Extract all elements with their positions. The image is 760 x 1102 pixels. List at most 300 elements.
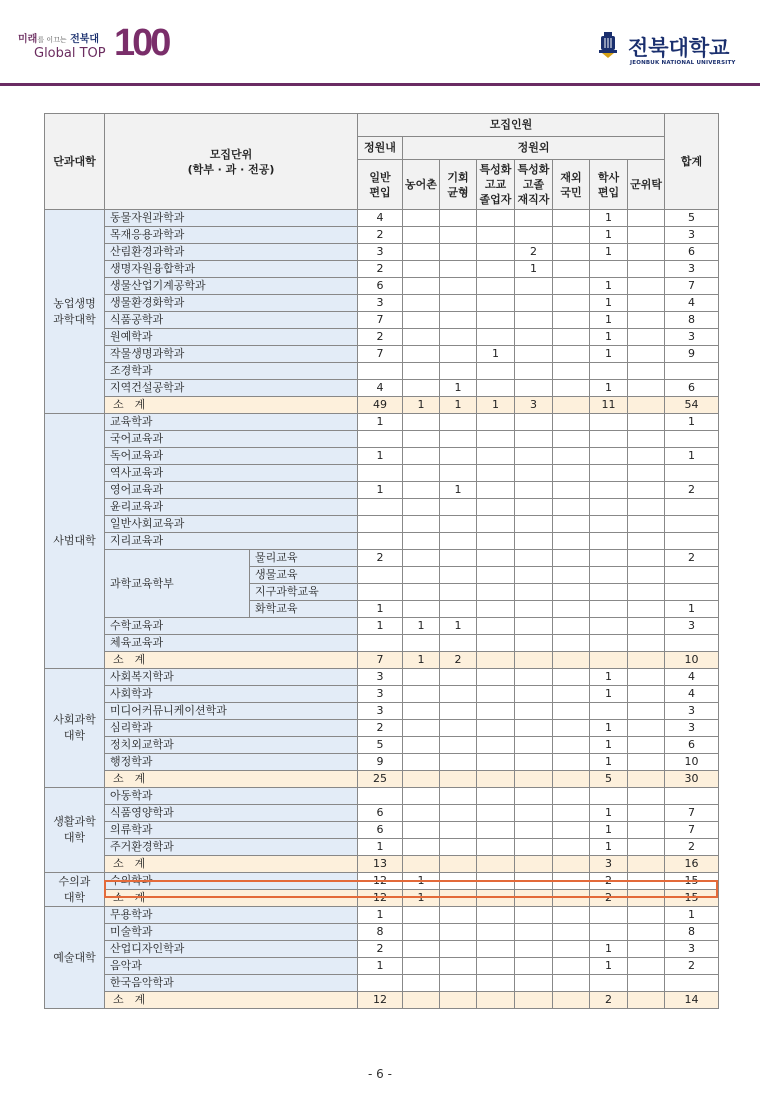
- total-cell: 54: [665, 397, 719, 414]
- count-cell: 3: [358, 703, 403, 720]
- count-cell: [403, 924, 440, 941]
- header-college: 단과대학: [45, 114, 105, 210]
- count-cell: [590, 414, 628, 431]
- count-cell: [440, 737, 477, 754]
- count-cell: [440, 720, 477, 737]
- major-cell: 생물교육: [250, 567, 358, 584]
- count-cell: [515, 550, 553, 567]
- count-cell: [477, 261, 515, 278]
- slogan-line1: 미래를 이끄는 전북대: [18, 34, 100, 45]
- count-cell: 5: [590, 771, 628, 788]
- count-cell: [515, 771, 553, 788]
- count-cell: [553, 805, 590, 822]
- count-cell: [590, 431, 628, 448]
- count-cell: [477, 992, 515, 1009]
- count-cell: [590, 261, 628, 278]
- count-cell: [628, 329, 665, 346]
- count-cell: [477, 584, 515, 601]
- count-cell: [553, 244, 590, 261]
- count-cell: [403, 856, 440, 873]
- count-cell: 12: [358, 992, 403, 1009]
- count-cell: [553, 958, 590, 975]
- count-cell: [590, 618, 628, 635]
- count-cell: 1: [590, 686, 628, 703]
- count-cell: [553, 822, 590, 839]
- table-row: [45, 941, 719, 958]
- count-cell: [440, 907, 477, 924]
- total-cell: 14: [665, 992, 719, 1009]
- count-cell: [553, 516, 590, 533]
- count-cell: [440, 295, 477, 312]
- count-cell: 1: [440, 482, 477, 499]
- header-c7: 학사 편입: [590, 160, 628, 210]
- count-cell: 13: [358, 856, 403, 873]
- count-cell: [628, 363, 665, 380]
- count-cell: 25: [358, 771, 403, 788]
- count-cell: [440, 601, 477, 618]
- table-row: [45, 244, 719, 261]
- count-cell: 1: [440, 618, 477, 635]
- table-row: [45, 261, 719, 278]
- count-cell: 2: [590, 890, 628, 907]
- count-cell: [515, 312, 553, 329]
- count-cell: [477, 737, 515, 754]
- count-cell: [440, 822, 477, 839]
- count-cell: [515, 788, 553, 805]
- total-cell: 1: [665, 448, 719, 465]
- count-cell: [628, 550, 665, 567]
- count-cell: [440, 210, 477, 227]
- count-cell: 2: [358, 261, 403, 278]
- university-name-english: JEONBUK NATIONAL UNIVERSITY: [630, 60, 736, 66]
- count-cell: 2: [358, 329, 403, 346]
- table-row: [45, 380, 719, 397]
- total-cell: 4: [665, 669, 719, 686]
- count-cell: 1: [590, 244, 628, 261]
- count-cell: [515, 924, 553, 941]
- department-cell: 사회복지학과: [105, 669, 358, 686]
- count-cell: [440, 839, 477, 856]
- subtotal-label: 소 계: [105, 890, 358, 907]
- count-cell: [403, 295, 440, 312]
- total-cell: [665, 363, 719, 380]
- count-cell: [628, 312, 665, 329]
- count-cell: 1: [590, 720, 628, 737]
- count-cell: 1: [590, 822, 628, 839]
- count-cell: 3: [358, 669, 403, 686]
- count-cell: [440, 686, 477, 703]
- count-cell: [440, 465, 477, 482]
- department-cell: 생명자원융합학과: [105, 261, 358, 278]
- count-cell: [515, 618, 553, 635]
- recruitment-table: [44, 113, 719, 1009]
- table-row: [45, 788, 719, 805]
- count-cell: 1: [590, 210, 628, 227]
- count-cell: [403, 244, 440, 261]
- count-cell: [553, 686, 590, 703]
- count-cell: 1: [590, 754, 628, 771]
- count-cell: [590, 465, 628, 482]
- total-cell: 6: [665, 244, 719, 261]
- count-cell: [553, 329, 590, 346]
- total-cell: [665, 431, 719, 448]
- count-cell: [628, 227, 665, 244]
- count-cell: [553, 448, 590, 465]
- count-cell: [440, 516, 477, 533]
- department-cell: 사회학과: [105, 686, 358, 703]
- count-cell: [477, 788, 515, 805]
- count-cell: 1: [358, 482, 403, 499]
- count-cell: [477, 448, 515, 465]
- count-cell: [477, 380, 515, 397]
- count-cell: 1: [358, 839, 403, 856]
- subtotal-row: [45, 856, 719, 873]
- count-cell: [515, 584, 553, 601]
- count-cell: 3: [358, 244, 403, 261]
- count-cell: [628, 771, 665, 788]
- count-cell: 2: [515, 244, 553, 261]
- department-cell: 원예학과: [105, 329, 358, 346]
- count-cell: [403, 805, 440, 822]
- total-cell: 3: [665, 329, 719, 346]
- count-cell: [477, 839, 515, 856]
- total-cell: 1: [665, 414, 719, 431]
- count-cell: [590, 907, 628, 924]
- count-cell: [515, 533, 553, 550]
- header-c2: 농어촌: [403, 160, 440, 210]
- table-row: [45, 822, 719, 839]
- count-cell: [477, 431, 515, 448]
- count-cell: [403, 720, 440, 737]
- count-cell: [590, 788, 628, 805]
- count-cell: [515, 805, 553, 822]
- count-cell: [553, 618, 590, 635]
- count-cell: [628, 975, 665, 992]
- count-cell: [628, 448, 665, 465]
- count-cell: [628, 482, 665, 499]
- total-cell: [665, 533, 719, 550]
- count-cell: [358, 431, 403, 448]
- count-cell: [628, 295, 665, 312]
- count-cell: [628, 958, 665, 975]
- total-cell: 2: [665, 958, 719, 975]
- subtotal-label: 소 계: [105, 397, 358, 414]
- count-cell: [403, 261, 440, 278]
- count-cell: [477, 465, 515, 482]
- count-cell: [403, 346, 440, 363]
- table-row: [45, 346, 719, 363]
- total-cell: 1: [665, 907, 719, 924]
- table-row: [45, 295, 719, 312]
- count-cell: [628, 465, 665, 482]
- count-cell: [403, 754, 440, 771]
- count-cell: [440, 329, 477, 346]
- count-cell: [440, 788, 477, 805]
- count-cell: [477, 907, 515, 924]
- count-cell: 1: [358, 601, 403, 618]
- count-cell: [553, 771, 590, 788]
- count-cell: [628, 754, 665, 771]
- count-cell: [628, 652, 665, 669]
- count-cell: [477, 703, 515, 720]
- count-cell: 1: [403, 618, 440, 635]
- count-cell: [515, 227, 553, 244]
- count-cell: 1: [590, 839, 628, 856]
- count-cell: 1: [358, 907, 403, 924]
- count-cell: [440, 312, 477, 329]
- table-row: [45, 703, 719, 720]
- count-cell: [553, 839, 590, 856]
- department-cell: 식품공학과: [105, 312, 358, 329]
- total-cell: 15: [665, 890, 719, 907]
- total-cell: [665, 567, 719, 584]
- total-cell: 4: [665, 295, 719, 312]
- count-cell: [628, 873, 665, 890]
- count-cell: [477, 669, 515, 686]
- count-cell: [553, 873, 590, 890]
- total-cell: 7: [665, 278, 719, 295]
- count-cell: [590, 533, 628, 550]
- count-cell: [403, 635, 440, 652]
- department-cell: 지역건설공학과: [105, 380, 358, 397]
- total-cell: 30: [665, 771, 719, 788]
- count-cell: [628, 278, 665, 295]
- count-cell: [628, 686, 665, 703]
- count-cell: 7: [358, 346, 403, 363]
- count-cell: 1: [358, 958, 403, 975]
- count-cell: [403, 567, 440, 584]
- count-cell: [403, 516, 440, 533]
- count-cell: [477, 516, 515, 533]
- count-cell: 3: [590, 856, 628, 873]
- subtotal-label: 소 계: [105, 771, 358, 788]
- count-cell: [403, 771, 440, 788]
- count-cell: [403, 431, 440, 448]
- count-cell: [553, 533, 590, 550]
- count-cell: [628, 244, 665, 261]
- count-cell: [440, 669, 477, 686]
- count-cell: [515, 958, 553, 975]
- count-cell: 1: [590, 669, 628, 686]
- department-cell: 산업디자인학과: [105, 941, 358, 958]
- count-cell: [515, 635, 553, 652]
- header-outside: 정원외: [403, 137, 665, 160]
- department-cell: 행정학과: [105, 754, 358, 771]
- count-cell: [628, 805, 665, 822]
- count-cell: 1: [590, 958, 628, 975]
- count-cell: [477, 533, 515, 550]
- header-c6: 재외 국민: [553, 160, 590, 210]
- count-cell: [403, 992, 440, 1009]
- count-cell: [477, 601, 515, 618]
- table-row: [45, 363, 719, 380]
- count-cell: 12: [358, 890, 403, 907]
- college-cell: 농업생명 과학대학: [45, 210, 105, 414]
- total-cell: [665, 499, 719, 516]
- count-cell: 1: [403, 652, 440, 669]
- department-cell: 아동학과: [105, 788, 358, 805]
- count-cell: [403, 448, 440, 465]
- count-cell: [403, 958, 440, 975]
- subtotal-row: [45, 890, 719, 907]
- count-cell: [403, 227, 440, 244]
- count-cell: [358, 499, 403, 516]
- header-recruit: 모집인원: [358, 114, 665, 137]
- total-cell: [665, 788, 719, 805]
- count-cell: 1: [440, 397, 477, 414]
- total-cell: 5: [665, 210, 719, 227]
- total-cell: 6: [665, 737, 719, 754]
- count-cell: [440, 363, 477, 380]
- table-row: [45, 516, 719, 533]
- count-cell: [553, 380, 590, 397]
- count-cell: [403, 907, 440, 924]
- count-cell: [515, 278, 553, 295]
- count-cell: [553, 720, 590, 737]
- count-cell: [515, 839, 553, 856]
- count-cell: 1: [403, 873, 440, 890]
- count-cell: [553, 941, 590, 958]
- table-row: [45, 312, 719, 329]
- table-row: [45, 329, 719, 346]
- count-cell: [477, 210, 515, 227]
- table-row: [45, 210, 719, 227]
- count-cell: [553, 907, 590, 924]
- department-cell: 역사교육과: [105, 465, 358, 482]
- department-cell: 정치외교학과: [105, 737, 358, 754]
- count-cell: [477, 363, 515, 380]
- table-row: [45, 414, 719, 431]
- count-cell: [403, 584, 440, 601]
- count-cell: [553, 363, 590, 380]
- count-cell: [440, 227, 477, 244]
- count-cell: 1: [358, 618, 403, 635]
- count-cell: [628, 380, 665, 397]
- count-cell: [403, 941, 440, 958]
- table-row: [45, 975, 719, 992]
- table-row: [45, 839, 719, 856]
- count-cell: [628, 703, 665, 720]
- count-cell: [403, 533, 440, 550]
- subtotal-row: [45, 992, 719, 1009]
- count-cell: [628, 533, 665, 550]
- count-cell: [553, 992, 590, 1009]
- total-cell: 6: [665, 380, 719, 397]
- count-cell: [403, 210, 440, 227]
- count-cell: [477, 686, 515, 703]
- count-cell: [440, 414, 477, 431]
- department-cell: 조경학과: [105, 363, 358, 380]
- count-cell: [358, 584, 403, 601]
- count-cell: [515, 414, 553, 431]
- department-cell: 영어교육과: [105, 482, 358, 499]
- table-row: [45, 482, 719, 499]
- count-cell: [477, 635, 515, 652]
- university-logo: [598, 30, 743, 70]
- header-c1: 일반 편입: [358, 160, 403, 210]
- table-row: [45, 737, 719, 754]
- count-cell: [515, 363, 553, 380]
- count-cell: [553, 703, 590, 720]
- table-row: [45, 448, 719, 465]
- department-cell: 음악과: [105, 958, 358, 975]
- count-cell: [628, 210, 665, 227]
- count-cell: 1: [477, 346, 515, 363]
- count-cell: [553, 635, 590, 652]
- total-cell: [665, 516, 719, 533]
- count-cell: 1: [590, 380, 628, 397]
- count-cell: [440, 703, 477, 720]
- count-cell: [403, 465, 440, 482]
- count-cell: [553, 482, 590, 499]
- university-emblem-icon: [598, 32, 618, 58]
- count-cell: [440, 805, 477, 822]
- count-cell: [477, 550, 515, 567]
- count-cell: [628, 822, 665, 839]
- count-cell: [628, 516, 665, 533]
- count-cell: 2: [358, 941, 403, 958]
- header-rule: [0, 83, 760, 86]
- count-cell: [477, 873, 515, 890]
- table-row: [45, 720, 719, 737]
- count-cell: 3: [358, 295, 403, 312]
- count-cell: [590, 584, 628, 601]
- count-cell: [628, 635, 665, 652]
- count-cell: [590, 652, 628, 669]
- header-total: 합계: [665, 114, 719, 210]
- total-cell: [665, 465, 719, 482]
- department-cell: 동물자원과학과: [105, 210, 358, 227]
- table-row: [45, 227, 719, 244]
- total-cell: 7: [665, 822, 719, 839]
- subtotal-label: 소 계: [105, 992, 358, 1009]
- count-cell: 2: [358, 720, 403, 737]
- count-cell: [403, 550, 440, 567]
- department-cell: 목재응용과학과: [105, 227, 358, 244]
- count-cell: [553, 465, 590, 482]
- count-cell: [515, 890, 553, 907]
- count-cell: [440, 771, 477, 788]
- count-cell: [358, 363, 403, 380]
- department-cell: 교육학과: [105, 414, 358, 431]
- count-cell: [477, 890, 515, 907]
- total-cell: [665, 635, 719, 652]
- count-cell: [477, 856, 515, 873]
- total-cell: 2: [665, 550, 719, 567]
- total-cell: 8: [665, 924, 719, 941]
- department-cell: 생물산업기계공학과: [105, 278, 358, 295]
- total-cell: 3: [665, 227, 719, 244]
- count-cell: 1: [403, 397, 440, 414]
- count-cell: [440, 261, 477, 278]
- count-cell: 7: [358, 312, 403, 329]
- department-cell: 체육교육과: [105, 635, 358, 652]
- count-cell: [403, 414, 440, 431]
- count-cell: [515, 431, 553, 448]
- department-cell: 주거환경학과: [105, 839, 358, 856]
- count-cell: [515, 516, 553, 533]
- count-cell: [515, 822, 553, 839]
- department-cell: 심리학과: [105, 720, 358, 737]
- count-cell: [477, 771, 515, 788]
- total-cell: [665, 975, 719, 992]
- count-cell: [403, 975, 440, 992]
- department-cell: 지리교육과: [105, 533, 358, 550]
- total-cell: 3: [665, 941, 719, 958]
- count-cell: [628, 567, 665, 584]
- count-cell: [515, 465, 553, 482]
- count-cell: [553, 924, 590, 941]
